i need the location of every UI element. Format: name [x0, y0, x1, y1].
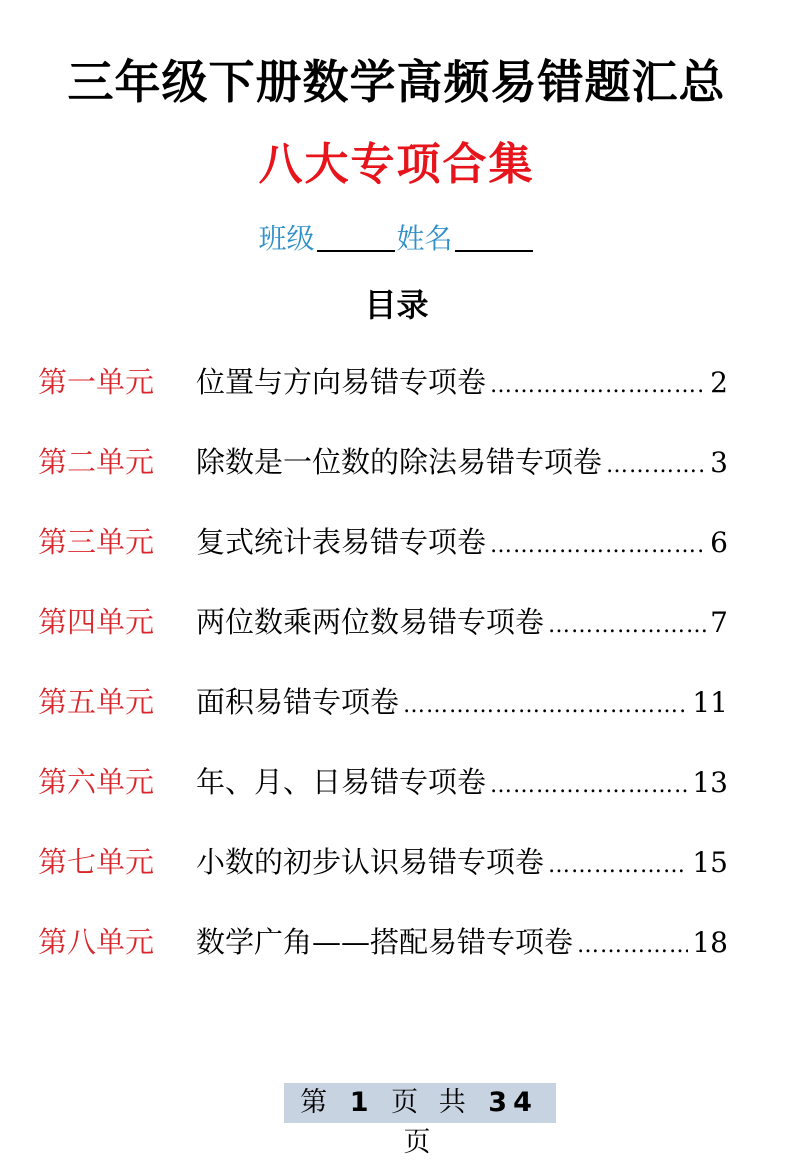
toc-page-number: 11 — [692, 686, 728, 719]
toc-item — [38, 600, 728, 680]
toc-item — [38, 360, 728, 440]
toc-item-name: 年、月、日易错专项卷 — [196, 765, 487, 799]
toc-page-number: 13 — [692, 766, 728, 799]
toc-leader-dots — [490, 764, 688, 808]
toc-page-number: 15 — [692, 846, 728, 879]
footer-suffix: 页 — [403, 1127, 437, 1158]
footer-total-pages: 34 — [488, 1087, 538, 1118]
toc-title: 目录 — [364, 286, 429, 324]
toc-item-name: 数学广角——搭配易错专项卷 — [196, 925, 574, 959]
toc-item — [38, 760, 728, 840]
toc-unit-label: 第二单元 — [38, 445, 155, 479]
toc-item-name: 面积易错专项卷 — [196, 685, 400, 719]
toc-leader-dots — [490, 524, 706, 568]
toc-item — [38, 840, 728, 920]
toc-page-number: 18 — [692, 926, 728, 959]
toc-leader-dots — [577, 924, 688, 968]
toc-unit-label: 第五单元 — [38, 685, 155, 719]
toc-page-number: 6 — [710, 526, 728, 559]
toc-item-name: 小数的初步认识易错专项卷 — [196, 845, 545, 879]
toc-leader-dots — [490, 364, 706, 408]
toc-unit-label: 第七单元 — [38, 845, 155, 879]
page-title: 三年级下册数学高频易错题汇总 — [67, 55, 726, 109]
toc-leader-dots — [403, 684, 688, 728]
toc-page-number: 2 — [710, 366, 728, 399]
toc-unit-label: 第四单元 — [38, 605, 155, 639]
class-name-line — [0, 219, 793, 259]
footer-current-page: 1 — [349, 1087, 375, 1118]
footer-middle: 页 共 — [391, 1087, 472, 1118]
footer-prefix: 第 — [300, 1087, 334, 1118]
class-blank — [317, 222, 395, 252]
toc-page-number: 3 — [710, 446, 728, 479]
toc-item-name: 复式统计表易错专项卷 — [196, 525, 487, 559]
toc-leader-dots — [548, 844, 688, 888]
toc-leader-dots — [606, 444, 706, 488]
class-label: 班级 — [258, 222, 315, 255]
page-footer — [284, 1083, 556, 1158]
page-subtitle: 八大专项合集 — [258, 139, 535, 190]
toc-item — [38, 680, 728, 760]
table-of-contents — [38, 360, 728, 1000]
name-blank — [455, 222, 533, 252]
toc-item — [38, 920, 728, 1000]
toc-item-name: 两位数乘两位数易错专项卷 — [196, 605, 545, 639]
toc-item-name: 位置与方向易错专项卷 — [196, 365, 487, 399]
toc-leader-dots — [548, 604, 706, 648]
toc-item — [38, 520, 728, 600]
toc-item — [38, 440, 728, 520]
toc-unit-label: 第六单元 — [38, 765, 155, 799]
name-label: 姓名 — [396, 222, 453, 255]
toc-unit-label: 第八单元 — [38, 925, 155, 959]
toc-item-name: 除数是一位数的除法易错专项卷 — [196, 445, 603, 479]
toc-unit-label: 第一单元 — [38, 365, 155, 399]
toc-unit-label: 第三单元 — [38, 525, 155, 559]
toc-page-number: 7 — [710, 606, 728, 639]
